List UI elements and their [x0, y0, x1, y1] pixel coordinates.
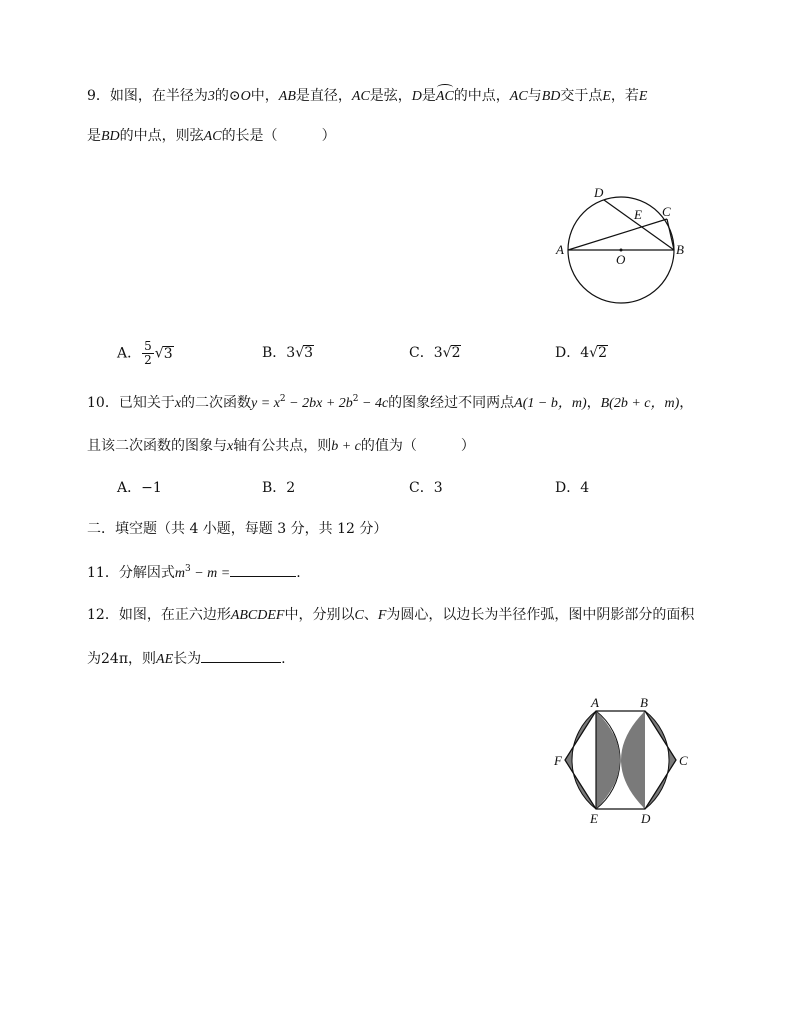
q10-option-a[interactable]: A．−1	[117, 480, 162, 496]
circle-symbol: ⊙	[228, 88, 241, 104]
q12-hexagon-figure	[550, 695, 695, 830]
q11-answer-blank[interactable]	[230, 562, 296, 577]
q11-line: 11．分解因式$m^3 - m$ = .	[87, 564, 301, 581]
q12-number: 12．	[87, 607, 119, 623]
label-B: B	[640, 695, 648, 710]
q12-line1: 12．如图，在正六边形ABCDEF中，分别以C、F为圆心，以边长为半径作弧，图中阴影部分的面积	[87, 607, 695, 623]
q10-option-d[interactable]: D．4	[555, 480, 590, 496]
q9-number: 9．	[87, 88, 110, 104]
label-C: C	[679, 753, 688, 768]
label-A: A	[556, 242, 564, 257]
label-E: E	[634, 207, 642, 222]
q9-line2: 是BD的中点，则弦AC的长是（ ）	[87, 128, 336, 144]
q9-option-c[interactable]: C．3√2	[409, 345, 461, 361]
label-A: A	[591, 695, 599, 710]
q10-line1: 10．已知关于x的二次函数$y = x^2 - 2bx + 2b^2 - 4c$的图象经过不同两点A(1 − b，m)，B(2b + c，m)，	[87, 394, 694, 411]
shaded-region-right	[645, 711, 676, 809]
section-heading-fill-blank: 二．填空题（共 4 小题，每题 3 分，共 12 分）	[87, 521, 388, 537]
q9-option-b[interactable]: B．3√3	[262, 345, 314, 361]
q9-option-a[interactable]: A． $\frac{5}{2}$ √3	[117, 339, 173, 367]
q10-option-c[interactable]: C．3	[409, 480, 443, 496]
q12-line2: 为24π，则AE长为 .	[87, 648, 286, 670]
label-E: E	[590, 811, 598, 826]
arc-AC: AC	[436, 87, 454, 107]
q11-number: 11．	[87, 565, 119, 581]
label-D: D	[594, 185, 604, 200]
label-F: F	[554, 753, 562, 768]
q9-option-d[interactable]: D．4√2	[555, 345, 607, 361]
label-C: C	[662, 204, 671, 219]
q9-line1: 9．如图，在半径为3的⊙O中，AB是直径，AC是弦，D是AC的中点，AC与BD交于点E，若E	[87, 86, 647, 107]
q10-option-b[interactable]: B．2	[262, 480, 296, 496]
q10-line2: 且该二次函数的图象与x轴有公共点，则b + c的值为（ ）	[87, 438, 475, 454]
q12-answer-blank[interactable]	[201, 648, 281, 663]
q9-circle-figure	[550, 182, 690, 322]
label-O: O	[616, 252, 626, 267]
shaded-region-left	[565, 711, 596, 809]
q10-number: 10．	[87, 395, 119, 411]
label-B: B	[676, 242, 684, 257]
label-D: D	[641, 811, 651, 826]
